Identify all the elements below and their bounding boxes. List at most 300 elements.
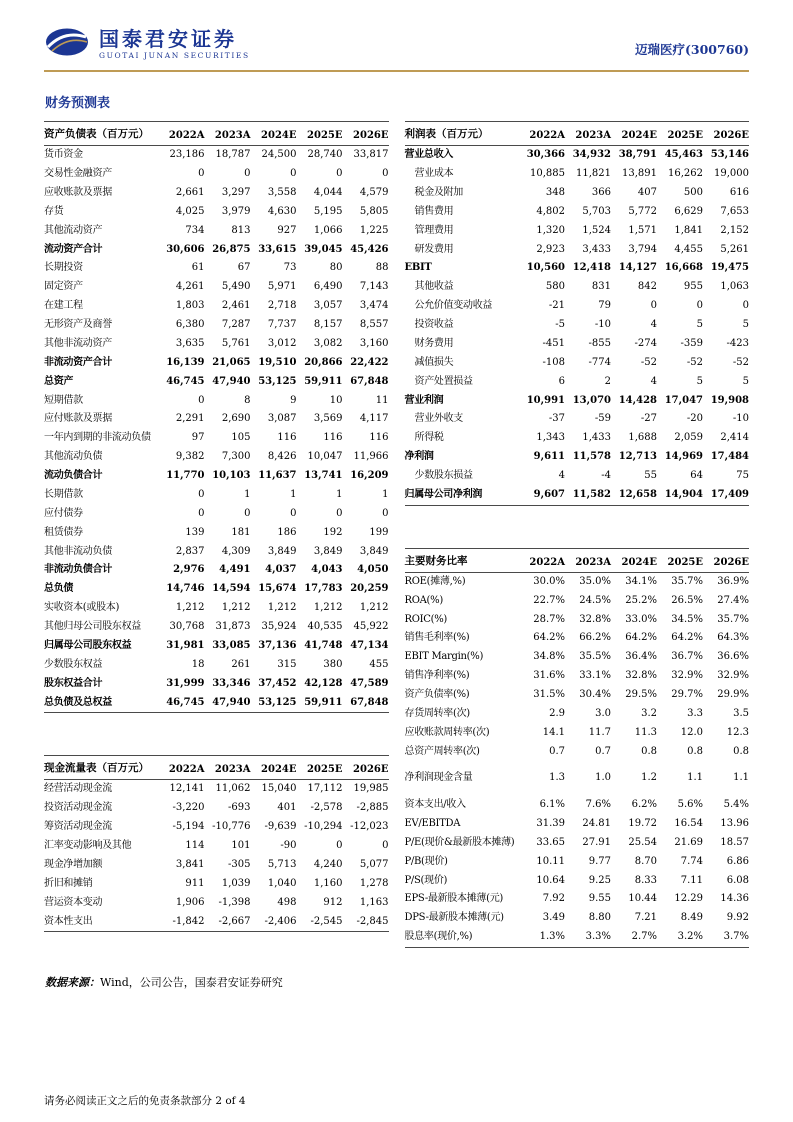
cell-value: 3.0	[595, 707, 611, 719]
cell-value: 3,057	[313, 300, 343, 312]
brand-text	[99, 28, 250, 60]
cell-value: 1,160	[313, 877, 343, 889]
cell-value: 3.2%	[677, 931, 703, 943]
cell-value: 8,426	[267, 451, 297, 463]
cell-value: 19.72	[628, 817, 657, 829]
cell-value: 25.54	[628, 836, 657, 848]
cell-value: 18	[191, 658, 205, 670]
cell-value: 4,050	[357, 564, 389, 576]
table-row	[405, 486, 750, 505]
row-label: 折旧和摊销	[44, 877, 93, 889]
row-label: EBIT Margin(%)	[404, 651, 484, 663]
cell-value: 199	[369, 526, 389, 538]
row-label: 管理费用	[414, 224, 454, 236]
cell-value: 1.3%	[539, 931, 565, 943]
cell-value: 0.7	[549, 745, 565, 757]
column-header: 2025E	[657, 122, 703, 146]
cell-value: 5	[742, 319, 749, 331]
cell-value: 12.29	[674, 893, 703, 905]
cell-value: 64.2%	[533, 632, 565, 644]
cell-value: 8,557	[359, 319, 389, 331]
row-label: 税金及附加	[414, 186, 463, 198]
cell-value: 3,849	[359, 545, 389, 557]
table-row	[405, 743, 750, 762]
cell-value: 11,582	[572, 488, 611, 500]
cell-value: 4,261	[175, 281, 205, 293]
cell-value: 24,500	[261, 149, 297, 161]
cell-value: 47,940	[212, 696, 251, 708]
cell-value: 73	[283, 262, 297, 274]
cell-value: 64.2%	[625, 632, 657, 644]
cell-value: 37,136	[258, 639, 297, 651]
cell-value: 4,802	[536, 205, 565, 217]
cell-value: 116	[369, 432, 389, 444]
cell-value: -2,406	[264, 915, 297, 927]
row-label: EV/EBITDA	[404, 817, 461, 829]
cell-value: 8.33	[634, 874, 657, 886]
cell-value: -1,398	[218, 896, 251, 908]
cell-value: 4	[558, 470, 565, 482]
cell-value: 75	[736, 470, 749, 482]
cell-value: -423	[726, 337, 749, 349]
cell-value: 47,134	[350, 639, 389, 651]
cell-value: 14.1	[542, 726, 565, 738]
cell-value: 1,571	[628, 224, 657, 236]
table-row	[44, 818, 389, 837]
cell-value: 4,044	[313, 186, 343, 198]
cell-value: 55	[644, 470, 657, 482]
cell-value: 1,320	[536, 224, 565, 236]
cell-value: -9,639	[264, 821, 297, 833]
table-row	[44, 146, 389, 165]
row-label: 净利润	[404, 451, 434, 463]
cell-value: 17,409	[710, 488, 749, 500]
cell-value: 46,745	[166, 696, 205, 708]
table-row	[405, 146, 750, 165]
cell-value: 10,991	[526, 394, 565, 406]
cell-value: 10.11	[536, 855, 565, 867]
cell-value: 3,433	[582, 243, 611, 255]
cell-value: 0.8	[687, 745, 703, 757]
cell-value: 5,261	[720, 243, 749, 255]
cell-value: 66.2%	[579, 632, 611, 644]
data-source-text: Wind，公司公告，国泰君安证券研究	[100, 975, 283, 989]
cell-value: 0	[336, 507, 343, 519]
table-row	[44, 297, 389, 316]
cell-value: -10,294	[304, 821, 343, 833]
column-header: 2023A	[205, 122, 251, 146]
row-label: EBIT	[404, 262, 432, 274]
table-row	[405, 686, 750, 705]
cell-value: 16,668	[664, 262, 703, 274]
cell-value: 29.7%	[671, 689, 703, 701]
page-header	[44, 26, 749, 72]
column-header: 2025E	[297, 122, 343, 146]
cell-value: 2,661	[175, 186, 205, 198]
cell-value: 45,922	[353, 621, 389, 633]
cell-value: 14,428	[618, 394, 657, 406]
cell-value: 34,932	[572, 149, 611, 161]
cell-value: 31,873	[215, 621, 251, 633]
cell-value: 1,040	[267, 877, 297, 889]
table-row	[44, 410, 389, 429]
cell-value: -10	[594, 319, 611, 331]
cell-value: 19,000	[714, 168, 749, 180]
cell-value: 6.1%	[539, 799, 565, 811]
cell-value: 1,906	[175, 896, 205, 908]
cell-value: 455	[369, 658, 389, 670]
cell-value: 1,841	[674, 224, 703, 236]
cell-value: 1,212	[221, 602, 251, 614]
cell-value: 30,366	[526, 149, 565, 161]
cell-value: 0	[382, 840, 389, 852]
cell-value: 0	[650, 300, 657, 312]
cell-value: 45,426	[350, 243, 389, 255]
cell-value: 24.81	[582, 817, 611, 829]
cell-value: 5,703	[582, 205, 611, 217]
cell-value: 67	[237, 262, 251, 274]
cell-value: 1,066	[313, 224, 343, 236]
row-label: 短期借款	[44, 394, 83, 406]
cell-value: 79	[598, 300, 611, 312]
data-source-note	[45, 974, 749, 990]
table-row	[405, 184, 750, 203]
cell-value: 2,718	[267, 300, 297, 312]
cell-value: 12,418	[572, 262, 611, 274]
cell-value: 1,212	[175, 602, 205, 614]
cell-value: 13,070	[572, 394, 611, 406]
cell-value: 11,062	[215, 783, 251, 795]
cell-value: 11,966	[353, 451, 389, 463]
right-column	[405, 121, 750, 948]
column-header: 2026E	[703, 122, 749, 146]
cell-value: 11,821	[576, 168, 611, 180]
cell-value: 30.4%	[579, 689, 611, 701]
column-header: 2023A	[205, 756, 251, 780]
row-label: 资产负债率(%)	[404, 689, 470, 701]
cell-value: 20,866	[304, 356, 343, 368]
cell-value: 6,490	[313, 281, 343, 293]
row-label: 现金净增加额	[44, 858, 103, 870]
row-label: 营运资本变动	[44, 896, 103, 908]
row-label: 营业利润	[404, 394, 444, 406]
cell-value: -12,023	[350, 821, 389, 833]
row-label: 长期投资	[44, 262, 83, 274]
cell-value: 3,160	[359, 337, 389, 349]
table-head	[405, 548, 750, 572]
cell-value: -774	[588, 356, 611, 368]
table-row	[405, 429, 750, 448]
cell-value: 32.8%	[579, 613, 611, 625]
table-row	[405, 448, 750, 467]
cell-value: 1.2	[641, 772, 657, 784]
cell-value: 59,911	[304, 375, 343, 387]
cell-value: 11,637	[258, 470, 297, 482]
cell-value: 35,924	[261, 621, 297, 633]
cell-value: 3,979	[221, 205, 251, 217]
cell-value: 61	[191, 262, 205, 274]
cell-value: 36.4%	[625, 651, 657, 663]
column-header: 2023A	[565, 548, 611, 572]
row-label: 应收账款及票据	[44, 186, 112, 198]
cell-value: 116	[277, 432, 297, 444]
cell-value: 4,455	[674, 243, 703, 255]
cell-value: 2,291	[175, 413, 205, 425]
cell-value: 1	[290, 488, 297, 500]
table-row	[44, 203, 389, 222]
cell-value: 33,615	[258, 243, 297, 255]
row-label: 总资产	[44, 375, 74, 387]
row-label: 归属母公司净利润	[404, 488, 483, 500]
cell-value: 46,745	[166, 375, 205, 387]
cell-value: 348	[545, 186, 565, 198]
row-label: 筹资活动现金流	[44, 821, 112, 833]
row-label: P/B(现价)	[404, 855, 448, 867]
cell-value: 1	[382, 488, 389, 500]
cell-value: -52	[640, 356, 657, 368]
cell-value: 1,433	[582, 432, 611, 444]
row-label: 应付债券	[44, 507, 83, 519]
row-label: 资本性支出	[44, 915, 93, 927]
cell-value: 28.7%	[533, 613, 565, 625]
cell-value: 1,278	[359, 877, 389, 889]
table-row	[405, 648, 750, 667]
cell-value: 3.3	[687, 707, 703, 719]
cell-value: 17,783	[304, 583, 343, 595]
cell-value: 16,209	[350, 470, 389, 482]
row-label: 汇率变动影响及其他	[44, 840, 132, 852]
cell-value: 30,606	[166, 243, 205, 255]
brand-name: 国泰君安证券	[99, 26, 237, 51]
cell-value: 34.1%	[625, 575, 657, 587]
table-row	[405, 853, 750, 872]
table-row	[405, 165, 750, 184]
cell-value: -52	[732, 356, 749, 368]
cell-value: 0	[382, 168, 389, 180]
cell-value: 5	[742, 375, 749, 387]
cell-value: 181	[231, 526, 251, 538]
cell-value: 10,047	[307, 451, 343, 463]
cell-value: 11,578	[572, 451, 611, 463]
cell-value: 27.91	[582, 836, 611, 848]
cell-value: 5,761	[221, 337, 251, 349]
column-header: 2026E	[343, 756, 389, 780]
cell-value: 3.49	[542, 912, 565, 924]
cell-value: 67,848	[350, 375, 389, 387]
cell-value: 30.0%	[533, 575, 565, 587]
table-row	[44, 391, 389, 410]
cash-flow-table	[44, 755, 389, 932]
cell-value: 0	[382, 507, 389, 519]
table-row	[405, 278, 750, 297]
table-row	[44, 335, 389, 354]
data-source-label: 数据来源：	[45, 975, 100, 989]
table-row	[405, 222, 750, 241]
cell-value: 842	[637, 281, 657, 293]
cell-value: 15,040	[261, 783, 297, 795]
row-label: 存货周转率(次)	[404, 707, 470, 719]
column-header: 2025E	[657, 548, 703, 572]
cell-value: 1	[336, 488, 343, 500]
cell-value: 12,713	[618, 451, 657, 463]
cell-value: -27	[640, 413, 657, 425]
cell-value: -2,545	[310, 915, 343, 927]
row-label: 少数股东损益	[414, 470, 473, 482]
cell-value: -5	[555, 319, 565, 331]
cell-value: 5.4%	[723, 799, 749, 811]
cell-value: 116	[323, 432, 343, 444]
cell-value: 105	[231, 432, 251, 444]
cell-value: 33,346	[212, 677, 251, 689]
table-row	[405, 259, 750, 278]
cell-value: 31.6%	[533, 670, 565, 682]
table-row	[405, 761, 750, 788]
row-label: 实收资本(或股本)	[44, 602, 120, 614]
cell-value: 21.69	[674, 836, 703, 848]
cell-value: 19,510	[258, 356, 297, 368]
cell-value: -451	[542, 337, 565, 349]
table-row	[44, 580, 389, 599]
cell-value: 30,768	[169, 621, 205, 633]
row-label: 营业总收入	[404, 149, 453, 161]
cell-value: 23,186	[169, 149, 205, 161]
table-title: 现金流量表（百万元）	[44, 756, 159, 780]
cell-value: 911	[185, 877, 205, 889]
table-row	[405, 335, 750, 354]
cell-value: 22,422	[350, 356, 389, 368]
cell-value: 0	[336, 840, 343, 852]
cell-value: 12.3	[726, 726, 749, 738]
cell-value: 0	[290, 507, 297, 519]
cell-value: 7,653	[720, 205, 749, 217]
cell-value: 2.7%	[631, 931, 657, 943]
cell-value: -305	[228, 858, 251, 870]
cell-value: 34.8%	[533, 651, 565, 663]
cell-value: 498	[277, 896, 297, 908]
row-label: 资产处置损益	[414, 375, 473, 387]
cell-value: 2,461	[221, 300, 251, 312]
cell-value: 831	[591, 281, 611, 293]
cell-value: 67,848	[350, 696, 389, 708]
row-label: 减值损失	[414, 356, 454, 368]
cell-value: 4,037	[265, 564, 297, 576]
table-row	[405, 667, 750, 686]
cell-value: 366	[591, 186, 611, 198]
table-row	[405, 572, 750, 591]
table-row	[405, 629, 750, 648]
table-row	[44, 637, 389, 656]
cell-value: 59,911	[304, 696, 343, 708]
cell-value: 36.6%	[717, 651, 749, 663]
table-row	[405, 815, 750, 834]
cell-value: 1,212	[313, 602, 343, 614]
page-number: 2 of 4	[215, 1095, 246, 1107]
cell-value: 0	[198, 168, 205, 180]
cell-value: 139	[185, 526, 205, 538]
cell-value: 1,343	[536, 432, 565, 444]
cell-value: 12,141	[169, 783, 205, 795]
cell-value: -2,845	[356, 915, 389, 927]
row-label: P/S(现价)	[404, 874, 448, 886]
row-label: 其他非流动资产	[44, 337, 112, 349]
cell-value: 0	[198, 507, 205, 519]
cell-value: 41,748	[304, 639, 343, 651]
table-row	[44, 894, 389, 913]
table-row	[44, 542, 389, 561]
cell-value: 2,923	[536, 243, 565, 255]
cell-value: 4,240	[313, 858, 343, 870]
left-column	[44, 121, 389, 932]
cell-value: -21	[548, 300, 565, 312]
cell-value: 7,287	[221, 319, 251, 331]
row-label: 其他流动负债	[44, 451, 103, 463]
cell-value: 32.9%	[671, 670, 703, 682]
cell-value: 35.0%	[579, 575, 611, 587]
cell-value: -20	[686, 413, 703, 425]
row-label: 存货	[44, 205, 64, 217]
row-label: 非流动资产合计	[44, 356, 112, 368]
table-row	[44, 799, 389, 818]
cell-value: 14,969	[664, 451, 703, 463]
table-columns	[44, 121, 749, 948]
table-row	[44, 524, 389, 543]
cell-value: 17,484	[710, 451, 749, 463]
cell-value: 14,127	[618, 262, 657, 274]
table-row	[405, 316, 750, 335]
cell-value: 6	[558, 375, 565, 387]
cell-value: 26.5%	[671, 594, 703, 606]
cell-value: 7.6%	[585, 799, 611, 811]
cell-value: 2,690	[221, 413, 251, 425]
row-label: 其他收益	[414, 281, 454, 293]
cell-value: 4	[650, 375, 657, 387]
cell-value: 13.96	[720, 817, 749, 829]
cell-value: 36.9%	[717, 575, 749, 587]
cell-value: 4,025	[175, 205, 205, 217]
column-header: 2026E	[343, 122, 389, 146]
cell-value: 80	[329, 262, 343, 274]
cell-value: 25.2%	[625, 594, 657, 606]
table-row	[405, 928, 750, 947]
cell-value: 407	[637, 186, 657, 198]
row-label: 研发费用	[414, 243, 454, 255]
row-label: 应收账款周转率(次)	[404, 726, 490, 738]
cell-value: -274	[634, 337, 657, 349]
cell-value: 17,112	[307, 783, 343, 795]
cell-value: 1,063	[720, 281, 749, 293]
cell-value: 19,475	[710, 262, 749, 274]
column-header: 2023A	[565, 122, 611, 146]
cell-value: 40,535	[307, 621, 343, 633]
cell-value: 27.4%	[717, 594, 749, 606]
cell-value: 0	[336, 168, 343, 180]
cell-value: 18.57	[720, 836, 749, 848]
cell-value: 813	[231, 224, 251, 236]
table-row	[405, 391, 750, 410]
table-row	[44, 165, 389, 184]
row-label: 交易性金融资产	[44, 168, 112, 180]
cell-value: 64.3%	[717, 632, 749, 644]
cell-value: 4	[650, 319, 657, 331]
cell-value: 33.1%	[579, 670, 611, 682]
cell-value: 3,569	[313, 413, 343, 425]
cell-value: 2,837	[175, 545, 205, 557]
cell-value: 9,382	[175, 451, 205, 463]
table-row	[405, 203, 750, 222]
table-row	[44, 856, 389, 875]
cell-value: 9.55	[588, 893, 611, 905]
cell-value: 31.5%	[533, 689, 565, 701]
